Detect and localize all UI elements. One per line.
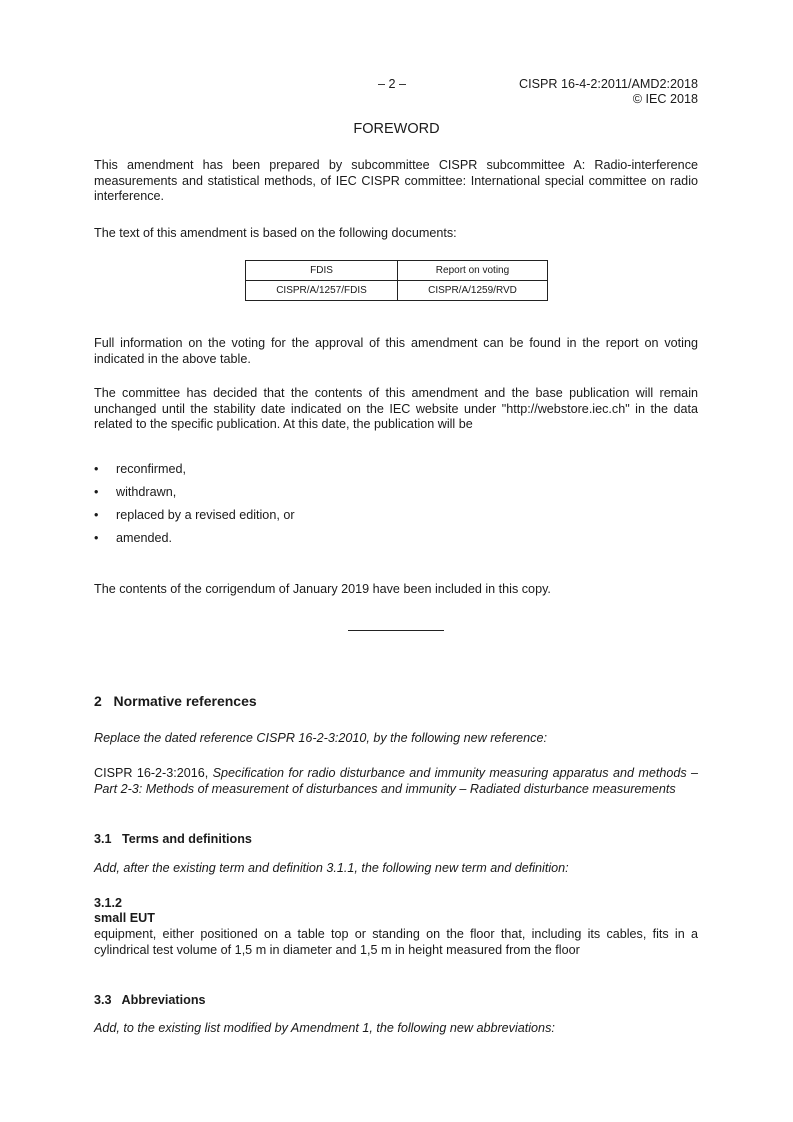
- section-heading: 3.1 Terms and definitions: [94, 832, 252, 846]
- foreword-paragraph: This amendment has been prepared by subcommittee CISPR subcommittee A: Radio-interference measurements and statistical methods, of IEC CISPR committee: International special committee on radio interference.: [94, 158, 698, 204]
- list-item: • reconfirmed,: [94, 462, 186, 476]
- documents-table: [245, 260, 548, 301]
- bullet-icon: •: [94, 508, 99, 522]
- foreword-paragraph: The text of this amendment is based on the following documents:: [94, 226, 457, 240]
- reference-title: Specification for radio disturbance and immunity measuring apparatus and methods – Part 2-3: Methods of measurement of disturbances and immunity – Radiated disturbance measurements: [94, 766, 699, 796]
- section-heading: 2 Normative references: [94, 693, 257, 709]
- normative-reference: [94, 766, 698, 797]
- table-cell: CISPR/A/1259/RVD: [398, 281, 548, 301]
- amendment-instruction: Add, after the existing term and definition 3.1.1, the following new term and definition:: [94, 861, 569, 875]
- publication-options-list: [94, 462, 698, 554]
- term-name: small EUT: [94, 911, 155, 925]
- list-item: • replaced by a revised edition, or: [94, 508, 295, 522]
- amendment-instruction: Replace the dated reference CISPR 16-2-3:2010, by the following new reference:: [94, 731, 547, 745]
- copyright-notice: © IEC 2018: [632, 92, 698, 106]
- reference-id: CISPR 16-2-3:2016,: [94, 766, 213, 780]
- section-divider: [348, 630, 444, 631]
- term-number: 3.1.2: [94, 896, 123, 910]
- table-header-cell: Report on voting: [398, 261, 548, 281]
- bullet-icon: •: [94, 485, 99, 499]
- term-definition: equipment, either positioned on a table top or standing on the floor that, including its cables, fits in a cylindrical test volume of 1,5 m in diameter and 1,5 m in height measured from the floor: [94, 927, 698, 957]
- table-row: [246, 281, 548, 301]
- table-cell: CISPR/A/1257/FDIS: [246, 281, 398, 301]
- foreword-paragraph: Full information on the voting for the approval of this amendment can be found in the report on voting indicated in the above table.: [94, 336, 698, 366]
- list-item: • amended.: [94, 531, 173, 545]
- table-header-row: [246, 261, 548, 281]
- list-item: • withdrawn,: [94, 485, 177, 499]
- foreword-title: FOREWORD: [353, 121, 440, 137]
- foreword-paragraph: The committee has decided that the contents of this amendment and the base publication will remain unchanged until the stability date indicated on the IEC website under "http://webstore.iec.ch" in the data related to the specific publication. At this date, the publication will be: [94, 386, 698, 432]
- bullet-icon: •: [94, 531, 99, 545]
- bullet-icon: •: [94, 462, 99, 476]
- page-number: – 2 –: [378, 77, 407, 91]
- foreword-paragraph: The contents of the corrigendum of January 2019 have been included in this copy.: [94, 582, 551, 596]
- table-header-cell: FDIS: [246, 261, 398, 281]
- document-identifier: CISPR 16-4-2:2011/AMD2:2018: [519, 77, 698, 91]
- section-heading: 3.3 Abbreviations: [94, 993, 206, 1007]
- amendment-instruction: Add, to the existing list modified by Amendment 1, the following new abbreviations:: [94, 1021, 555, 1035]
